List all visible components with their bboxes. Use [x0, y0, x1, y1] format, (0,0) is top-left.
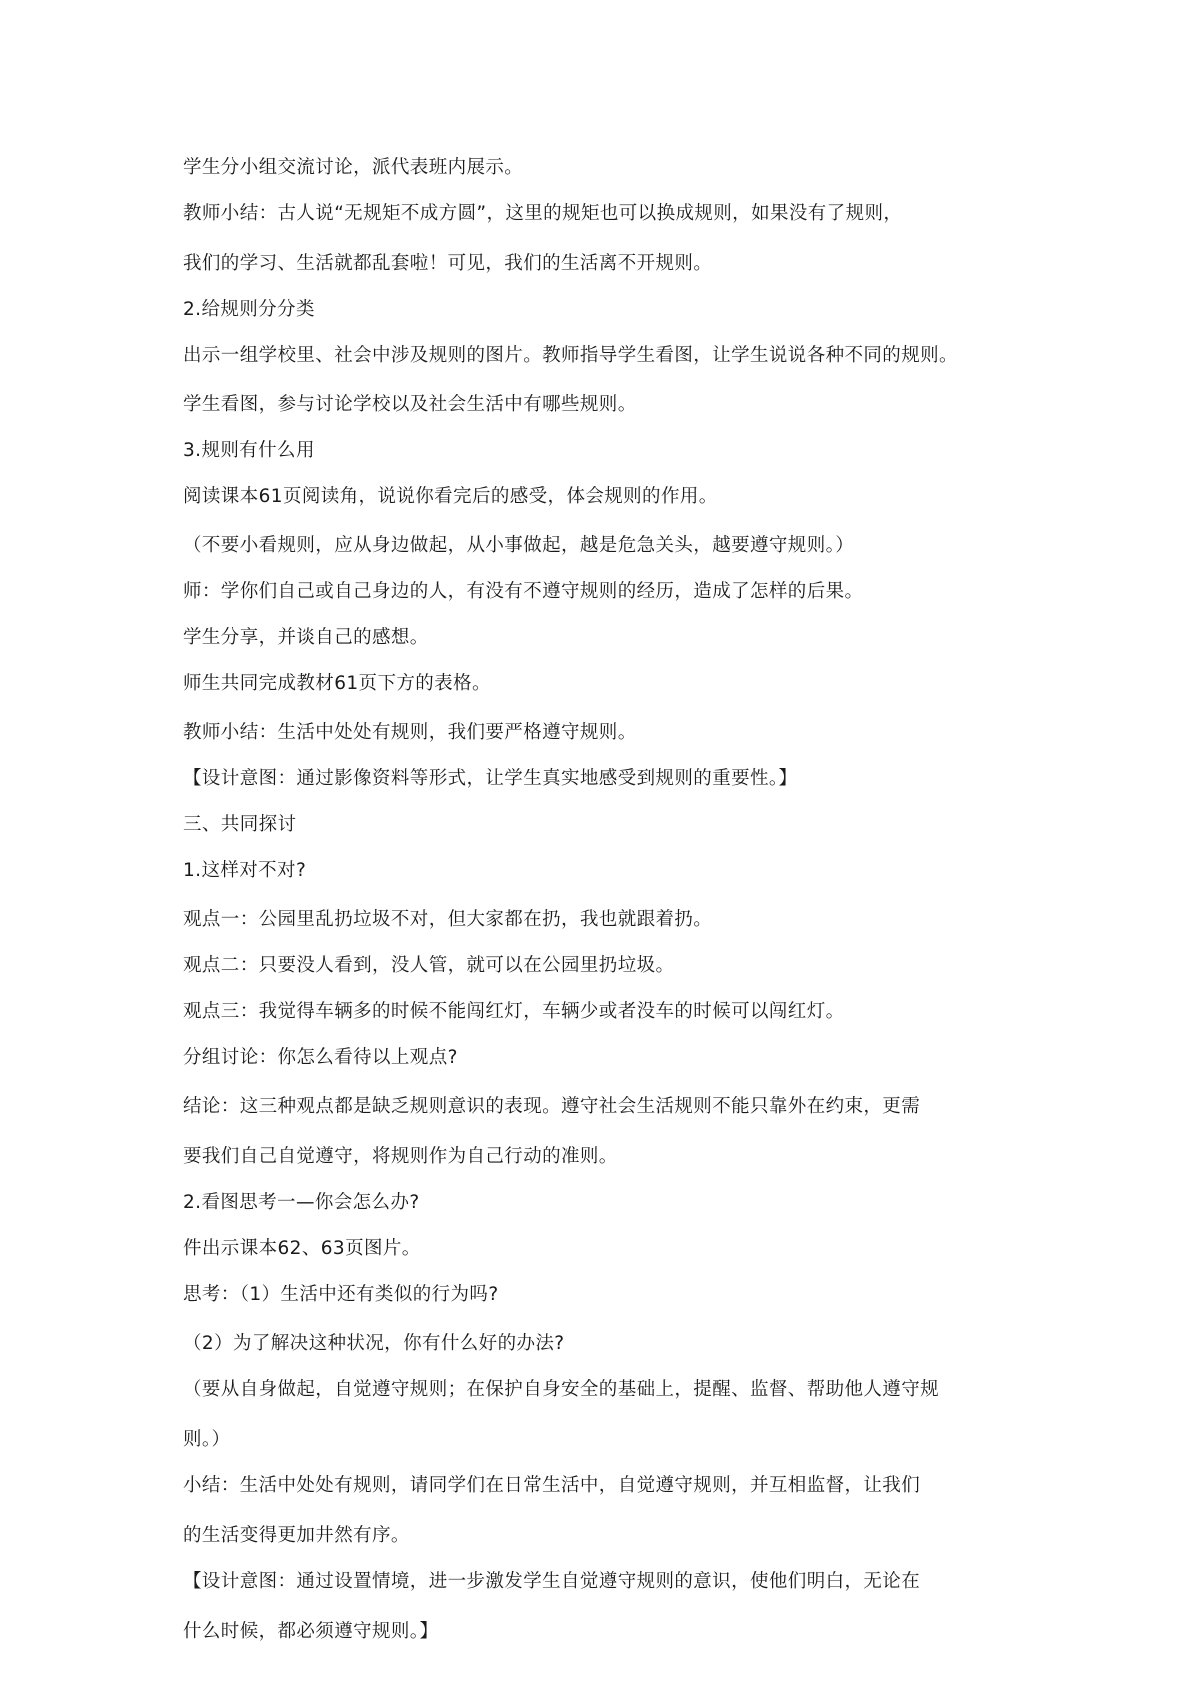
text-line: （2）为了解决这种状况，你有什么好的办法?	[183, 1333, 565, 1354]
text-line: 阅读课本61页阅读角，说说你看完后的感受，体会规则的作用。	[183, 486, 718, 507]
text-line: 什么时候，都必须遵守规则。】	[183, 1621, 439, 1642]
text-line: 学生分享，并谈自己的感想。	[183, 627, 429, 648]
text-line: 要我们自己自觉遵守，将规则作为自己行动的准则。	[183, 1146, 618, 1167]
text-line: 师：学你们自己或自己身边的人，有没有不遵守规则的经历，造成了怎样的后果。	[183, 581, 864, 602]
text-line: 3.规则有什么用	[183, 440, 315, 461]
text-line: 教师小结：古人说“无规矩不成方圆”，这里的规矩也可以换成规则，如果没有了规则，	[183, 203, 903, 224]
text-line: 分组讨论：你怎么看待以上观点?	[183, 1047, 458, 1068]
text-line: 的生活变得更加井然有序。	[183, 1525, 410, 1546]
text-line: 则。）	[183, 1429, 231, 1450]
text-line: 1.这样对不对?	[183, 860, 307, 881]
text-line: 三、共同探讨	[183, 814, 297, 835]
text-line: （不要小看规则，应从身边做起，从小事做起，越是危急关头，越要遵守规则。）	[183, 535, 855, 556]
text-line: 2.给规则分分类	[183, 299, 315, 320]
text-line: 思考：（1）生活中还有类似的行为吗?	[183, 1284, 499, 1305]
text-line: 2.看图思考一—你会怎么办?	[183, 1192, 420, 1213]
text-line: 学生分小组交流讨论，派代表班内展示。	[183, 157, 524, 178]
text-line: 小结：生活中处处有规则，请同学们在日常生活中，自觉遵守规则，并互相监督，让我们	[183, 1475, 921, 1496]
text-line: 观点三：我觉得车辆多的时候不能闯红灯，车辆少或者没车的时候可以闯红灯。	[183, 1001, 845, 1022]
text-line: 结论：这三种观点都是缺乏规则意识的表现。遵守社会生活规则不能只靠外在约束，更需	[183, 1096, 921, 1117]
text-line: 观点二：只要没人看到，没人管，就可以在公园里扔垃圾。	[183, 955, 675, 976]
text-line: 出示一组学校里、社会中涉及规则的图片。教师指导学生看图，让学生说说各种不同的规则。	[183, 345, 958, 366]
text-line: 观点一：公园里乱扔垃圾不对，但大家都在扔，我也就跟着扔。	[183, 909, 713, 930]
text-line: 【设计意图：通过影像资料等形式，让学生真实地感受到规则的重要性。】	[183, 768, 798, 789]
text-line: 【设计意图：通过设置情境，进一步激发学生自觉遵守规则的意识，使他们明白，无论在	[183, 1571, 921, 1592]
text-line: 师生共同完成教材61页下方的表格。	[183, 673, 491, 694]
document-body	[183, 155, 1023, 1645]
text-line: 学生看图，参与讨论学校以及社会生活中有哪些规则。	[183, 394, 637, 415]
text-line: 教师小结：生活中处处有规则，我们要严格遵守规则。	[183, 722, 637, 743]
text-line: 件出示课本62、63页图片。	[183, 1238, 421, 1259]
text-line: （要从自身做起，自觉遵守规则；在保护自身安全的基础上，提醒、监督、帮助他人遵守规	[183, 1379, 940, 1400]
text-line: 我们的学习、生活就都乱套啦！可见，我们的生活离不开规则。	[183, 253, 713, 274]
